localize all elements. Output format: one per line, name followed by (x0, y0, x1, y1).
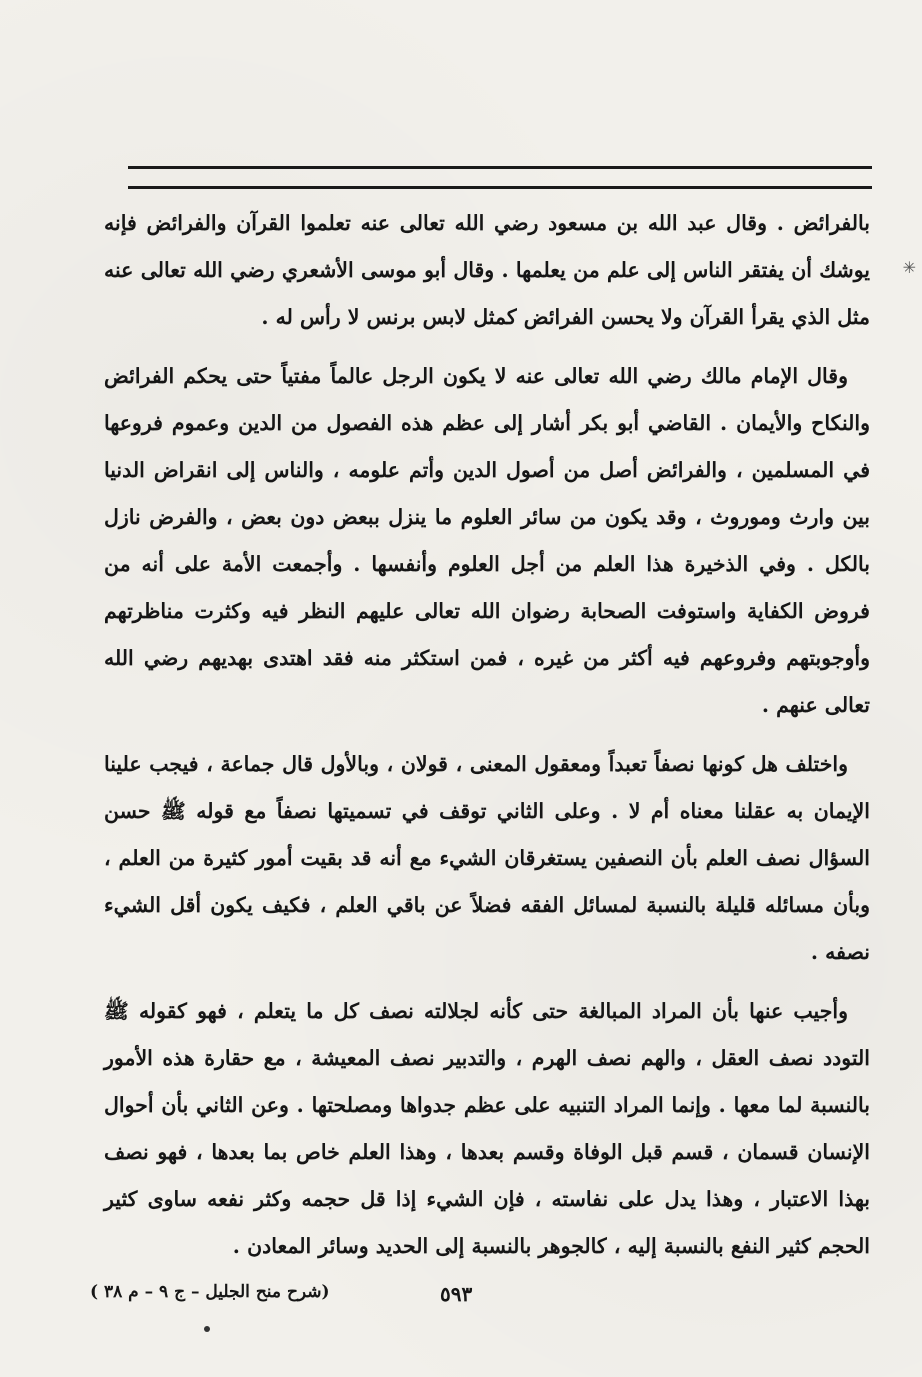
speck-mark (204, 1326, 210, 1332)
body-text (104, 200, 870, 1282)
page-number: ٥٩٣ (440, 1282, 473, 1306)
paragraph-4: وأجيب عنها بأن المراد المبالغة حتى كأنه لجلالته نصف كل ما يتعلم ، فهو كقوله ﷺ التودد نصف العقل ، والهم نصف الهرم ، والتدبير نصف المعيشة ، مع حقارة هذه الأمور بالنسبة لما معها . وإنما المراد التنبيه على عظم جدواها ومصلحتها . وعن الثاني بأن أحوال الإنسان قسمان ، قسم قبل الوفاة وقسم بعدها ، وهذا العلم خاص بما بعدها ، فهو نصف بهذا الاعتبار ، وهذا يدل على نفاسته ، فإن الشيء إذا قل حجمه وكثر نفعه ساوى كثير الحجم كثير النفع بالنسبة إليه ، كالجوهر بالنسبة إلى الحديد وسائر المعادن . (104, 999, 870, 1258)
page-footer (90, 1282, 850, 1312)
header-rule-bottom (128, 186, 872, 189)
paragraph-2: وقال الإمام مالك رضي الله تعالى عنه لا يكون الرجل عالماً مفتياً حتى يحكم الفرائض والنكاح والأيمان . القاضي أبو بكر أشار إلى عظم هذه الفصول من الدين وعموم فروعها في المسلمين ، والفرائض أصل من أصول الدين وأتم علومه ، والناس إلى انقراض الدنيا بين وارث وموروث ، وقد يكون من سائر العلوم ما ينزل ببعض دون بعض ، والفرض نازل بالكل . وفي الذخيرة هذا العلم من أجل العلوم وأنفسها . وأجمعت الأمة على أنه من فروض الكفاية واستوفت الصحابة رضوان الله تعالى عليهم النظر فيه وكثرت مناظرتهم وأوجوبتهم وفروعهم فيه أكثر من غيره ، فمن استكثر منه فقد اهتدى بهديهم رضي الله تعالى عنهم . (104, 364, 870, 717)
paragraph-1: بالفرائض . وقال عبد الله بن مسعود رضي الله تعالى عنه تعلموا القرآن والفرائض فإنه يوشك أن يفتقر الناس إلى علم من يعلمها . وقال أبو موسى الأشعري رضي الله تعالى عنه مثل الذي يقرأ القرآن ولا يحسن الفرائض كمثل لابس برنس لا رأس له . (104, 211, 870, 329)
paragraph-3: واختلف هل كونها نصفاً تعبداً ومعقول المعنى ، قولان ، وبالأول قال جماعة ، فيجب علينا الإيمان به عقلنا معناه أم لا . وعلى الثاني توقف في تسميتها نصفاً مع قوله ﷺ حسن السؤال نصف العلم بأن النصفين يستغرقان الشيء مع أنه قد بقيت أمور كثيرة من العلم ، وبأن مسائله قليلة بالنسبة لمسائل الفقه فضلاً عن باقي العلم ، فكيف يكون أقل الشيء نصفه . (104, 752, 870, 964)
header-rule-top (128, 166, 872, 169)
margin-mark-icon: ✳ (902, 258, 916, 277)
volume-reference: (شرح منح الجليل – ج ٩ – م ٣٨ ) (90, 1282, 330, 1302)
